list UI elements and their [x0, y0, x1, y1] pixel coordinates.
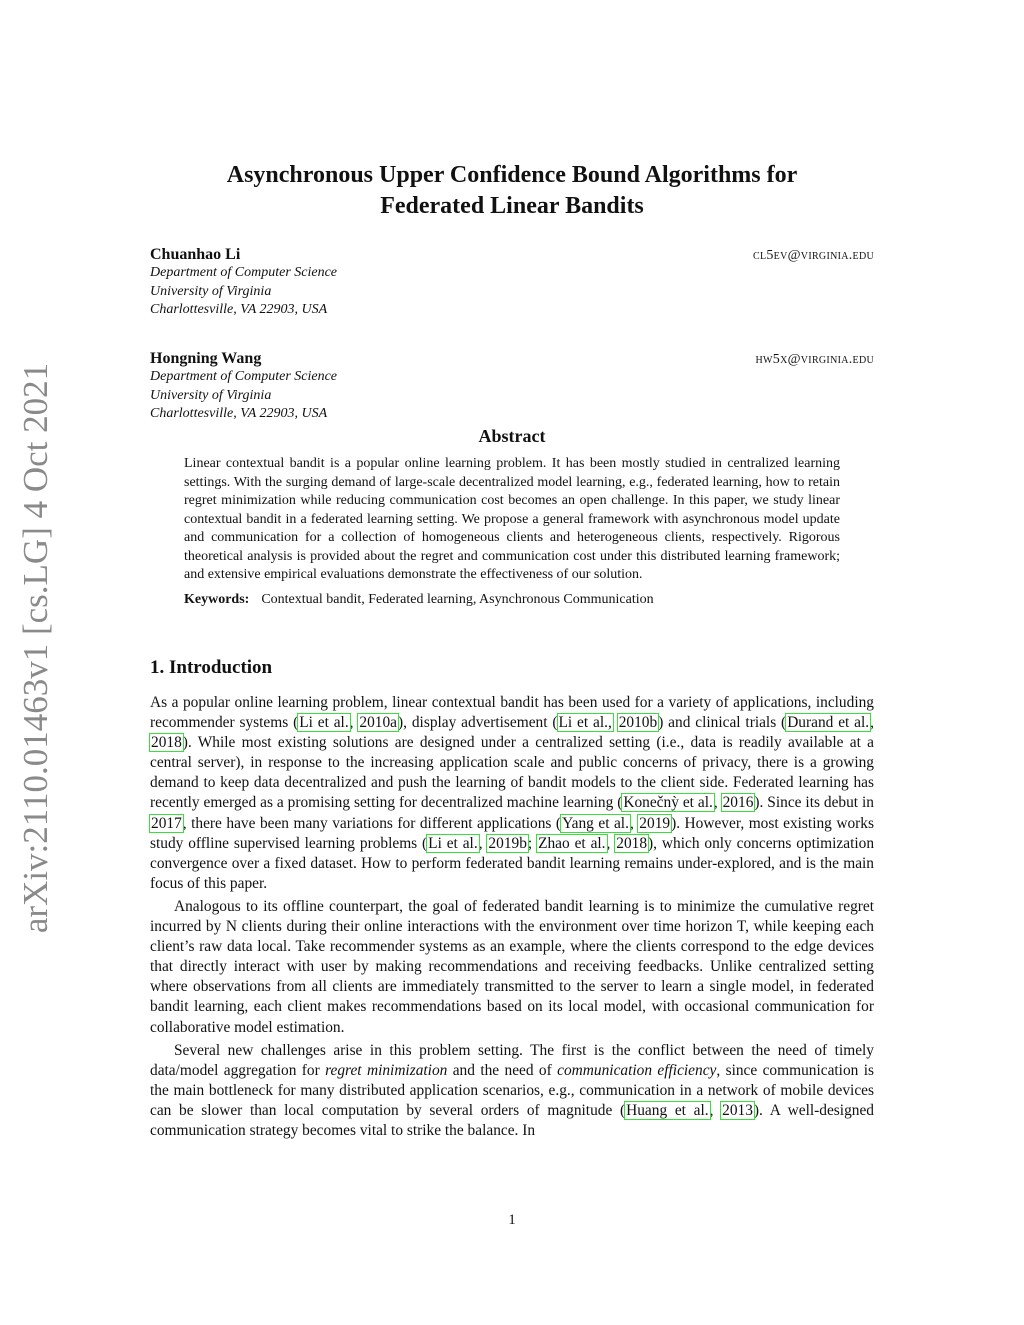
title-line-2: Federated Linear Bandits: [380, 193, 644, 219]
author-email[interactable]: cl5ev@virginia.edu: [753, 248, 874, 263]
citation-link[interactable]: [638, 815, 671, 832]
citation-link[interactable]: [786, 714, 870, 731]
arxiv-stamp: [16, 362, 55, 934]
author-address: Charlottesville, VA 22903, USA: [150, 302, 328, 317]
author-university: University of Virginia: [150, 283, 272, 299]
citation-year: 2010a: [359, 714, 398, 732]
citation-link[interactable]: [150, 734, 183, 751]
text: ). While most existing solutions are designed under a centralized setting (i.e., data is readily available at a central server), in response to the increasing application scale and public concerns of privacy, there is a growing demand to keep data decentralized and push the learning of bandit models to the client side. Federated learning has recently emerged as a promising setting for decentralized machine learning (: [150, 734, 874, 812]
text: ,: [713, 794, 722, 812]
title-line-1: Asynchronous Upper Confidence Bound Algorithms for: [226, 162, 798, 188]
keywords: [184, 591, 840, 610]
citation-year: 2019: [639, 814, 671, 832]
text: ,: [629, 814, 639, 832]
keywords-list: Contextual bandit, Federated learning, Asynchronous Communication: [261, 591, 654, 607]
author-email[interactable]: hw5x@virginia.edu: [755, 352, 874, 367]
paper-title: [150, 160, 874, 222]
text: ), display advertisement (: [398, 714, 558, 732]
text: , there have been many variations for different applications (: [182, 814, 562, 832]
citation-link[interactable]: [298, 714, 349, 731]
citation-link[interactable]: [358, 714, 398, 731]
page-number: 1: [508, 1212, 516, 1228]
citation-link[interactable]: [558, 714, 613, 731]
citation-author: Yang et al.: [562, 814, 629, 832]
abstract: [184, 455, 840, 609]
arxiv-stamp-text: arXiv:2110.01463v1 [cs.LG] 4 Oct 2021: [16, 362, 55, 934]
emphasis: regret minimization: [325, 1061, 448, 1079]
citation-link[interactable]: [150, 815, 183, 832]
author-name: Hongning Wang: [150, 350, 262, 367]
citation-link[interactable]: [618, 714, 658, 731]
text: ,: [870, 714, 874, 732]
citation-link[interactable]: [561, 815, 630, 832]
text: ,: [606, 834, 616, 852]
text: As a popular online learning problem, linear contextual bandit has been used for a variety of applications, including recommender systems (: [150, 694, 874, 732]
emphasis: communication efficiency: [557, 1061, 717, 1079]
abstract-heading: Abstract: [478, 426, 546, 446]
text: ,: [709, 1101, 722, 1119]
citation-year: 2018: [616, 834, 648, 852]
paragraph: [150, 1041, 874, 1141]
text: ). However, most existing works study offline supervised learning problems (: [150, 814, 874, 852]
citation-author: Huang et al.: [626, 1101, 709, 1119]
author-block-2: [150, 350, 874, 424]
citation-year: 2010b: [618, 714, 658, 732]
citation-link[interactable]: [537, 835, 606, 852]
citation-link[interactable]: [721, 1102, 754, 1119]
section-body: [150, 693, 874, 1141]
author-department: Department of Computer Science: [150, 265, 338, 280]
citation-author: Konečnỳ et al.: [623, 794, 713, 812]
citation-year: 2019b: [488, 834, 527, 852]
text: ;: [527, 834, 538, 852]
citation-author: Durand et al.: [787, 714, 870, 732]
citation-author: Li et al.,: [558, 714, 612, 732]
citation-year: 2018: [151, 734, 182, 752]
text: ), which only concerns optimization convergence over a fixed dataset. How to perform federated bandit learning remains under-explored, and is the main focus of this paper.: [150, 834, 875, 892]
citation-link[interactable]: [722, 794, 755, 811]
text: ,: [349, 714, 359, 732]
citation-year: 2013: [722, 1101, 753, 1119]
citation-link[interactable]: [622, 794, 713, 811]
citation-author: Li et al.: [299, 714, 349, 732]
author-block-1: [150, 246, 874, 320]
abstract-text: Linear contextual bandit is a popular online learning problem. It has been mostly studied in centralized learning settings. With the surging demand of large-scale decentralized model learning, e.g., federated learning, how to retain regret minimization while reducing communication cost becomes an open challenge. In this paper, we study linear contextual bandit in a federated learning setting. We propose a general framework with asynchronous model update and communication for a collection of homogeneous clients and heterogeneous clients, respectively. Rigorous theoretical analysis is provided about the regret and communication cost under this distributed learning framework; and extensive empirical evaluations demonstrate the effectiveness of our solution.: [184, 456, 840, 582]
paragraph: Analogous to its offline counterpart, the goal of federated bandit learning is to minimize the cumulative regret incurred by N clients during their online interactions with the environment over time horizon T, while keeping each client’s raw data local. Take recommender systems as an example, where the clients correspond to the edge devices that directly interact with user by making recommendations and receiving feedbacks. Unlike centralized setting where observations from all clients are immediately transmitted to the server to learn a single model, in federated bandit learning, each client makes recommendations based on its local model, with occasional communication for collaborative model estimation.: [150, 897, 874, 1036]
author-department: Department of Computer Science: [150, 369, 338, 384]
citation-link[interactable]: [625, 1102, 709, 1119]
text: and the need of: [447, 1061, 558, 1079]
author-name: Chuanhao Li: [150, 246, 241, 263]
text: ,: [478, 834, 488, 852]
keywords-label: Keywords:: [184, 591, 250, 607]
author-address: Charlottesville, VA 22903, USA: [150, 406, 328, 421]
citation-author: Li et al.: [428, 834, 478, 852]
author-university: University of Virginia: [150, 387, 272, 403]
citation-link[interactable]: [427, 835, 479, 852]
citation-author: Zhao et al.: [538, 834, 606, 852]
citation-link[interactable]: [615, 835, 648, 852]
text: [613, 714, 618, 731]
text: Several new challenges arise in this problem setting. The first is the conflict between the need of timely data/model aggregation for: [150, 1041, 874, 1079]
citation-year: 2017: [151, 814, 182, 832]
citation-year: 2016: [722, 794, 754, 812]
section-heading-introduction: 1. Introduction: [150, 657, 273, 678]
text: ). A well-designed communication strategy becomes vital to strike the balance. In: [150, 1101, 874, 1139]
citation-link[interactable]: [487, 835, 527, 852]
paragraph: [150, 693, 874, 894]
text: ). Since its debut in: [754, 794, 874, 812]
text: , since communication is the main bottleneck for many distributed application scenarios, e.g., communication in a network of mobile devices can be slower than local computation by several orders of magnitude (: [150, 1061, 874, 1119]
text: ) and clinical trials (: [658, 714, 787, 732]
